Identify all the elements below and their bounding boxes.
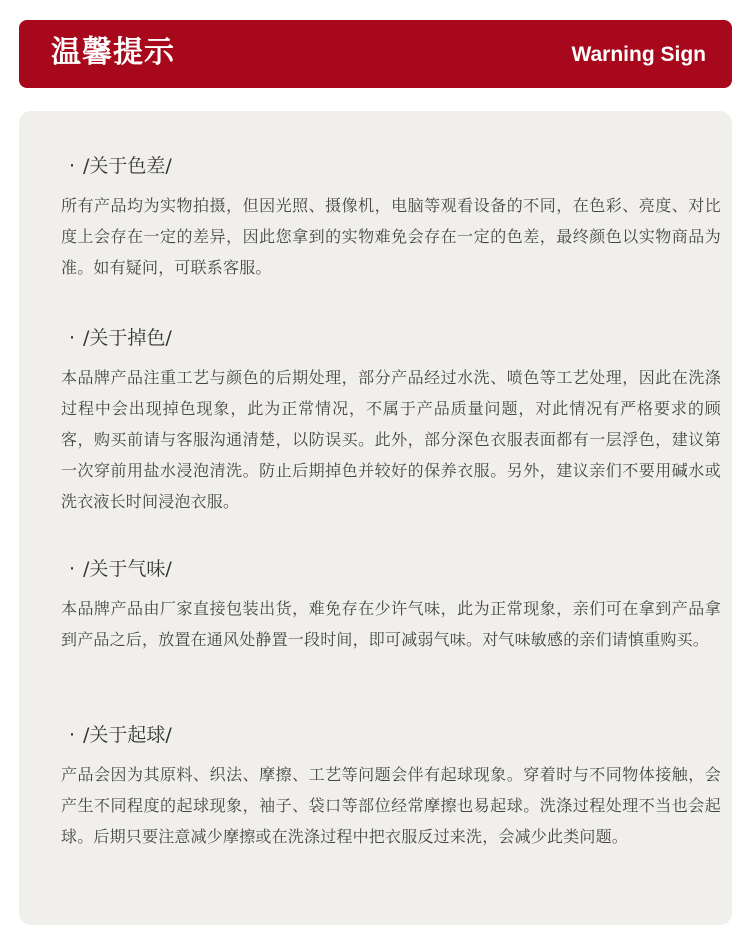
section-body: 本品牌产品注重工艺与颜色的后期处理，部分产品经过水洗、喷色等工艺处理，因此在洗涤过程中会出现掉色现象，此为正常情况，不属于产品质量问题，对此情况有严格要求的顾客，购买前请与客服沟通清楚，以防误买。此外，部分深色衣服表面都有一层浮色，建议第一次穿前用盐水浸泡清洗。防止后期掉色并较好的保养衣服。另外，建议亲们不要用碱水或洗衣液长时间浸泡衣服。 [61, 368, 721, 511]
section-heading [61, 152, 721, 180]
bullet-dot: · [68, 327, 76, 349]
banner-title: 温馨提示 [51, 35, 175, 70]
section-heading [61, 721, 721, 749]
section-pilling [61, 721, 721, 852]
notice-panel [19, 111, 732, 925]
bullet-dot: · [68, 724, 76, 746]
section-odor [61, 555, 721, 655]
section-title: /关于气味/ [83, 558, 172, 580]
section-body: 产品会因为其原料、织法、摩擦、工艺等问题会伴有起球现象。穿着时与不同物体接触，会产生不同程度的起球现象，袖子、袋口等部位经常摩擦也易起球。洗涤过程处理不当也会起球。后期只要注意减少摩擦或在洗涤过程中把衣服反过来洗，会减少此类问题。 [61, 765, 721, 846]
section-color-difference [61, 152, 721, 283]
banner-subtitle: Warning Sign [571, 43, 706, 66]
section-fading [61, 324, 721, 517]
section-title: /关于掉色/ [83, 327, 172, 349]
section-body: 本品牌产品由厂家直接包装出货，难免存在少许气味，此为正常现象，亲们可在拿到产品拿到产品之后，放置在通风处静置一段时间，即可减弱气味。对气味敏感的亲们请慎重购买。 [61, 599, 721, 649]
section-heading [61, 324, 721, 352]
section-body: 所有产品均为实物拍摄，但因光照、摄像机，电脑等观看设备的不同，在色彩、亮度、对比度上会存在一定的差异，因此您拿到的实物难免会存在一定的色差，最终颜色以实物商品为准。如有疑问，可联系客服。 [61, 196, 721, 277]
section-title: /关于色差/ [83, 155, 172, 177]
section-heading [61, 555, 721, 583]
warning-banner [19, 20, 732, 88]
section-title: /关于起球/ [83, 724, 172, 746]
bullet-dot: · [68, 558, 76, 580]
bullet-dot: · [68, 155, 76, 177]
